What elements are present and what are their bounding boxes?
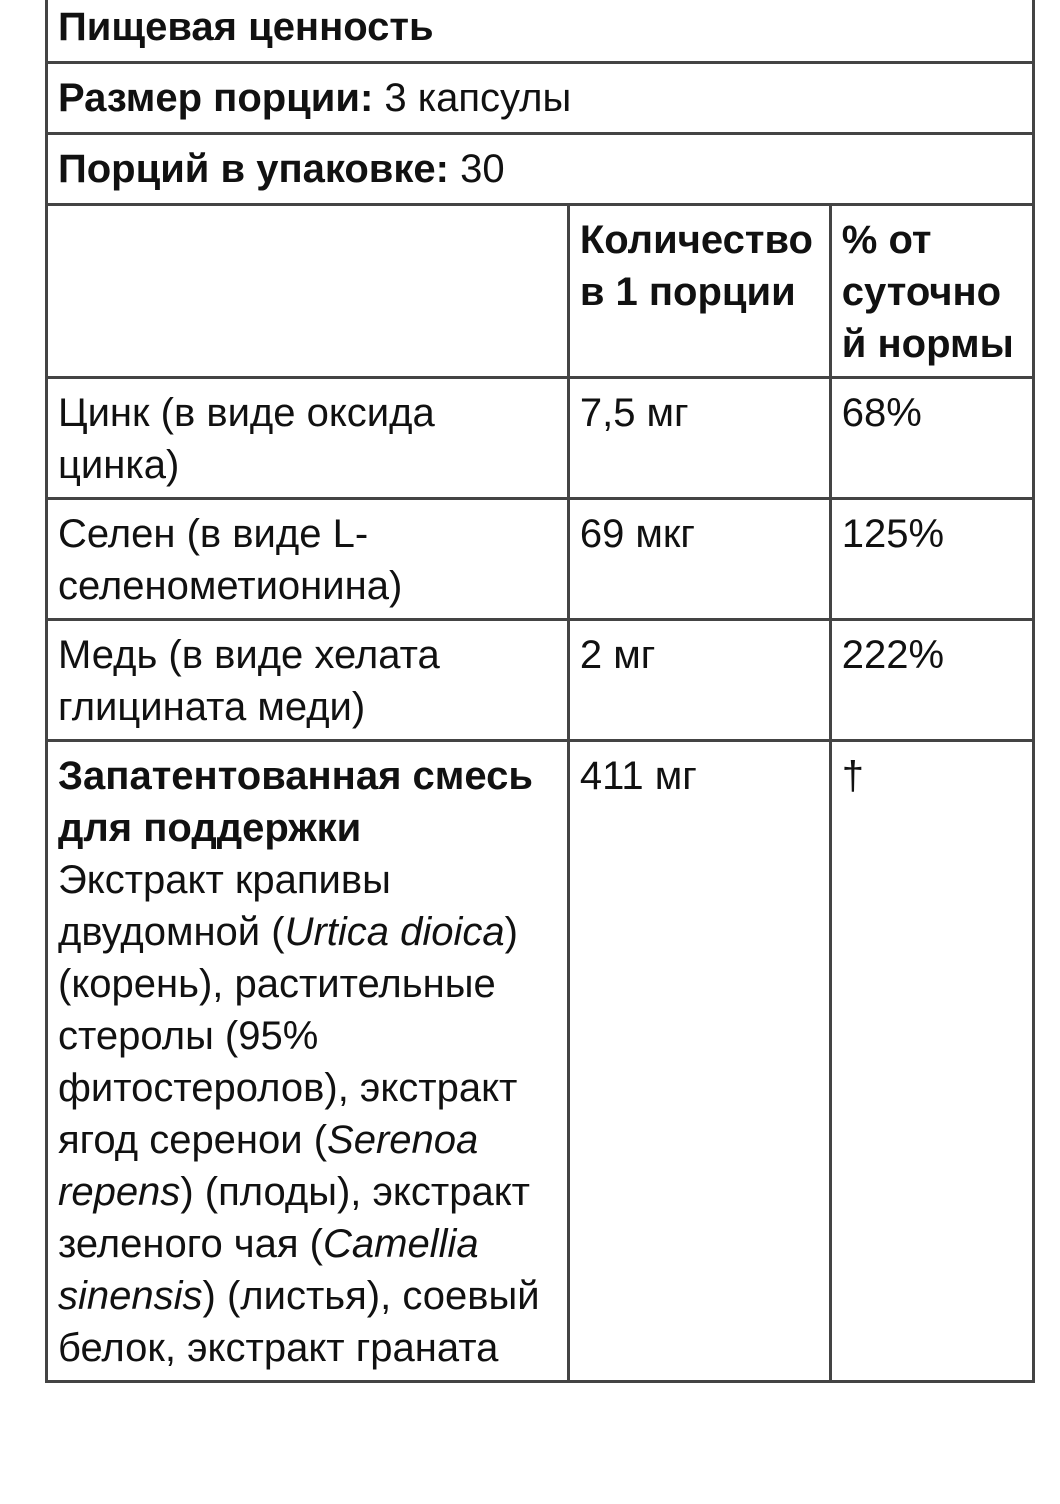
nutrient-daily-value: 68% [830, 378, 1033, 499]
serving-size-label: Размер порции: [58, 76, 374, 120]
table-row [47, 499, 1034, 620]
blend-ingredients: Экстракт крапивы двудомной (Urtica dioica) (корень), растительные стеролы (95% фитостеролов), экстракт ягод серенои (Serenoa repens) (плоды), экстракт зеленого чая (Camellia sinensis) (листья), соевый белок, экстракт граната [58, 858, 540, 1370]
title-row [47, 0, 1034, 63]
nutrient-amount: 2 мг [568, 620, 830, 741]
serving-size-row [47, 63, 1034, 134]
blend-name: Запатентованная смесь для поддержки [58, 754, 533, 850]
serving-size-value: 3 капсулы [384, 76, 572, 120]
nutrient-name: Медь (в виде хелата глицината меди) [47, 620, 569, 741]
nutrient-daily-value: 125% [830, 499, 1033, 620]
blend-daily-value: † [830, 741, 1033, 1382]
nutrient-name: Цинк (в виде оксида цинка) [47, 378, 569, 499]
servings-per-container-label: Порций в упаковке: [58, 147, 449, 191]
nutrient-name: Селен (в виде L-селенометионина) [47, 499, 569, 620]
table-title: Пищевая ценность [47, 0, 1034, 63]
blend-row [47, 741, 1034, 1382]
table-row [47, 620, 1034, 741]
empty-header-cell [47, 205, 569, 378]
blend-amount: 411 мг [568, 741, 830, 1382]
servings-per-container-value: 30 [460, 147, 505, 191]
supplement-facts-table [45, 0, 1035, 1383]
amount-column-header: Количество в 1 порции [568, 205, 830, 378]
column-header-row [47, 205, 1034, 378]
nutrient-amount: 7,5 мг [568, 378, 830, 499]
daily-value-column-header: % от суточной нормы [830, 205, 1033, 378]
nutrient-daily-value: 222% [830, 620, 1033, 741]
blend-description [47, 741, 569, 1382]
nutrient-amount: 69 мкг [568, 499, 830, 620]
table-row [47, 378, 1034, 499]
servings-per-container-row [47, 134, 1034, 205]
